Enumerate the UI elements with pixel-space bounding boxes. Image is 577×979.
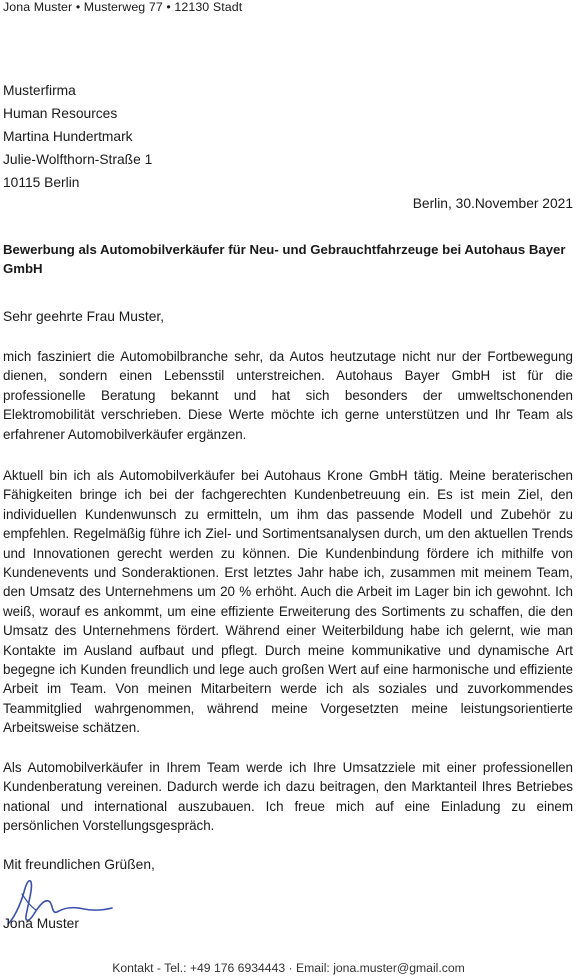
recipient-street: Julie-Wolfthorn-Straße 1 (3, 152, 153, 167)
salutation: Sehr geehrte Frau Muster, (3, 309, 165, 324)
contact-footer: Kontakt - Tel.: +49 176 6934443 · Email: jona.muster@gmail.com (112, 961, 465, 975)
closing: Mit freundlichen Grüßen, (3, 857, 155, 872)
letter-date: Berlin, 30.November 2021 (412, 196, 573, 211)
body-paragraph-3: Als Automobilverkäufer in Ihrem Team werde ich Ihre Umsatzziele mit einer professionellen Kundenberatung vereinen. Dadurch werde ich dazu beitragen, den Marktanteil Ihres Betriebes national und international auszubauen. Ich freue mich auf eine Einladung zu einem persönlichen Vorstellungsgespräch. (3, 760, 573, 834)
letter-subject: Bewerbung als Automobilverkäufer für Neu- und Gebrauchtfahrzeuge bei Autohaus Bayer GmbH (3, 242, 566, 276)
recipient-company: Musterfirma (3, 83, 76, 98)
recipient-city: 10115 Berlin (3, 175, 80, 190)
sender-name: Jona Muster (3, 916, 79, 931)
sender-address-line: Jona Muster • Musterweg 77 • 12130 Stadt (3, 0, 243, 14)
body-paragraph-2: Aktuell bin ich als Automobilverkäufer bei Autohaus Krone GmbH tätig. Meine beraterischen Fähigkeiten bringe ich bei der fachgerechten Kundenbetreuung ein. Es ist mein Ziel, den individuellen Kundenwunsch zu ermitteln, um ihm das passende Modell und Zubehör zu empfehlen. Regelmäßig führe ich Ziel- und Sortimentsanalysen durch, um den aktuellen Trends und Innovationen gerecht werden zu können. Die Kundenbindung fördere ich mithilfe von Kundenevents und Sonderaktionen. Erst letztes Jahr habe ich, zusammen mit meinem Team, den Umsatz des Unternehmens um 20 % erhöht. Auch die Arbeit im Lager bin ich gewohnt. Ich weiß, worauf es ankommt, um eine effiziente Erweiterung des Sortiments zu schaffen, die den Umsatz des Unternehmens fördert. Während einer Weiterbildung habe ich gelernt, wie man Kontakte im Ausland aufbaut und pflegt. Durch meine kommunikative und dynamische Art begegne ich Kunden freundlich und lege auch großen Wert auf eine harmonische und effiziente Arbeit im Team. Von meinen Mitarbeitern werde ich als soziales und zuvorkommendes Teammitglied wahrgenommen, während meine Vorgesetzten meine leistungsorientierte Arbeitsweise schätzen. (3, 468, 573, 736)
recipient-department: Human Resources (3, 106, 118, 121)
recipient-person: Martina Hundertmark (3, 129, 133, 144)
recipient-address (3, 79, 152, 194)
body-paragraph-1: mich fasziniert die Automobilbranche sehr, da Autos heutzutage nicht nur der Fortbewegung dienen, sondern einen Lebensstil unterstreichen. Autohaus Bayer GmbH ist für die professionelle Beratung bekannt und hat sich besonders der umweltschonenden Elektromobilität verschrieben. Diese Werte möchte ich gerne unterstützen und Ihr Team als erfahrener Automobilverkäufer ergänzen. (3, 349, 573, 442)
